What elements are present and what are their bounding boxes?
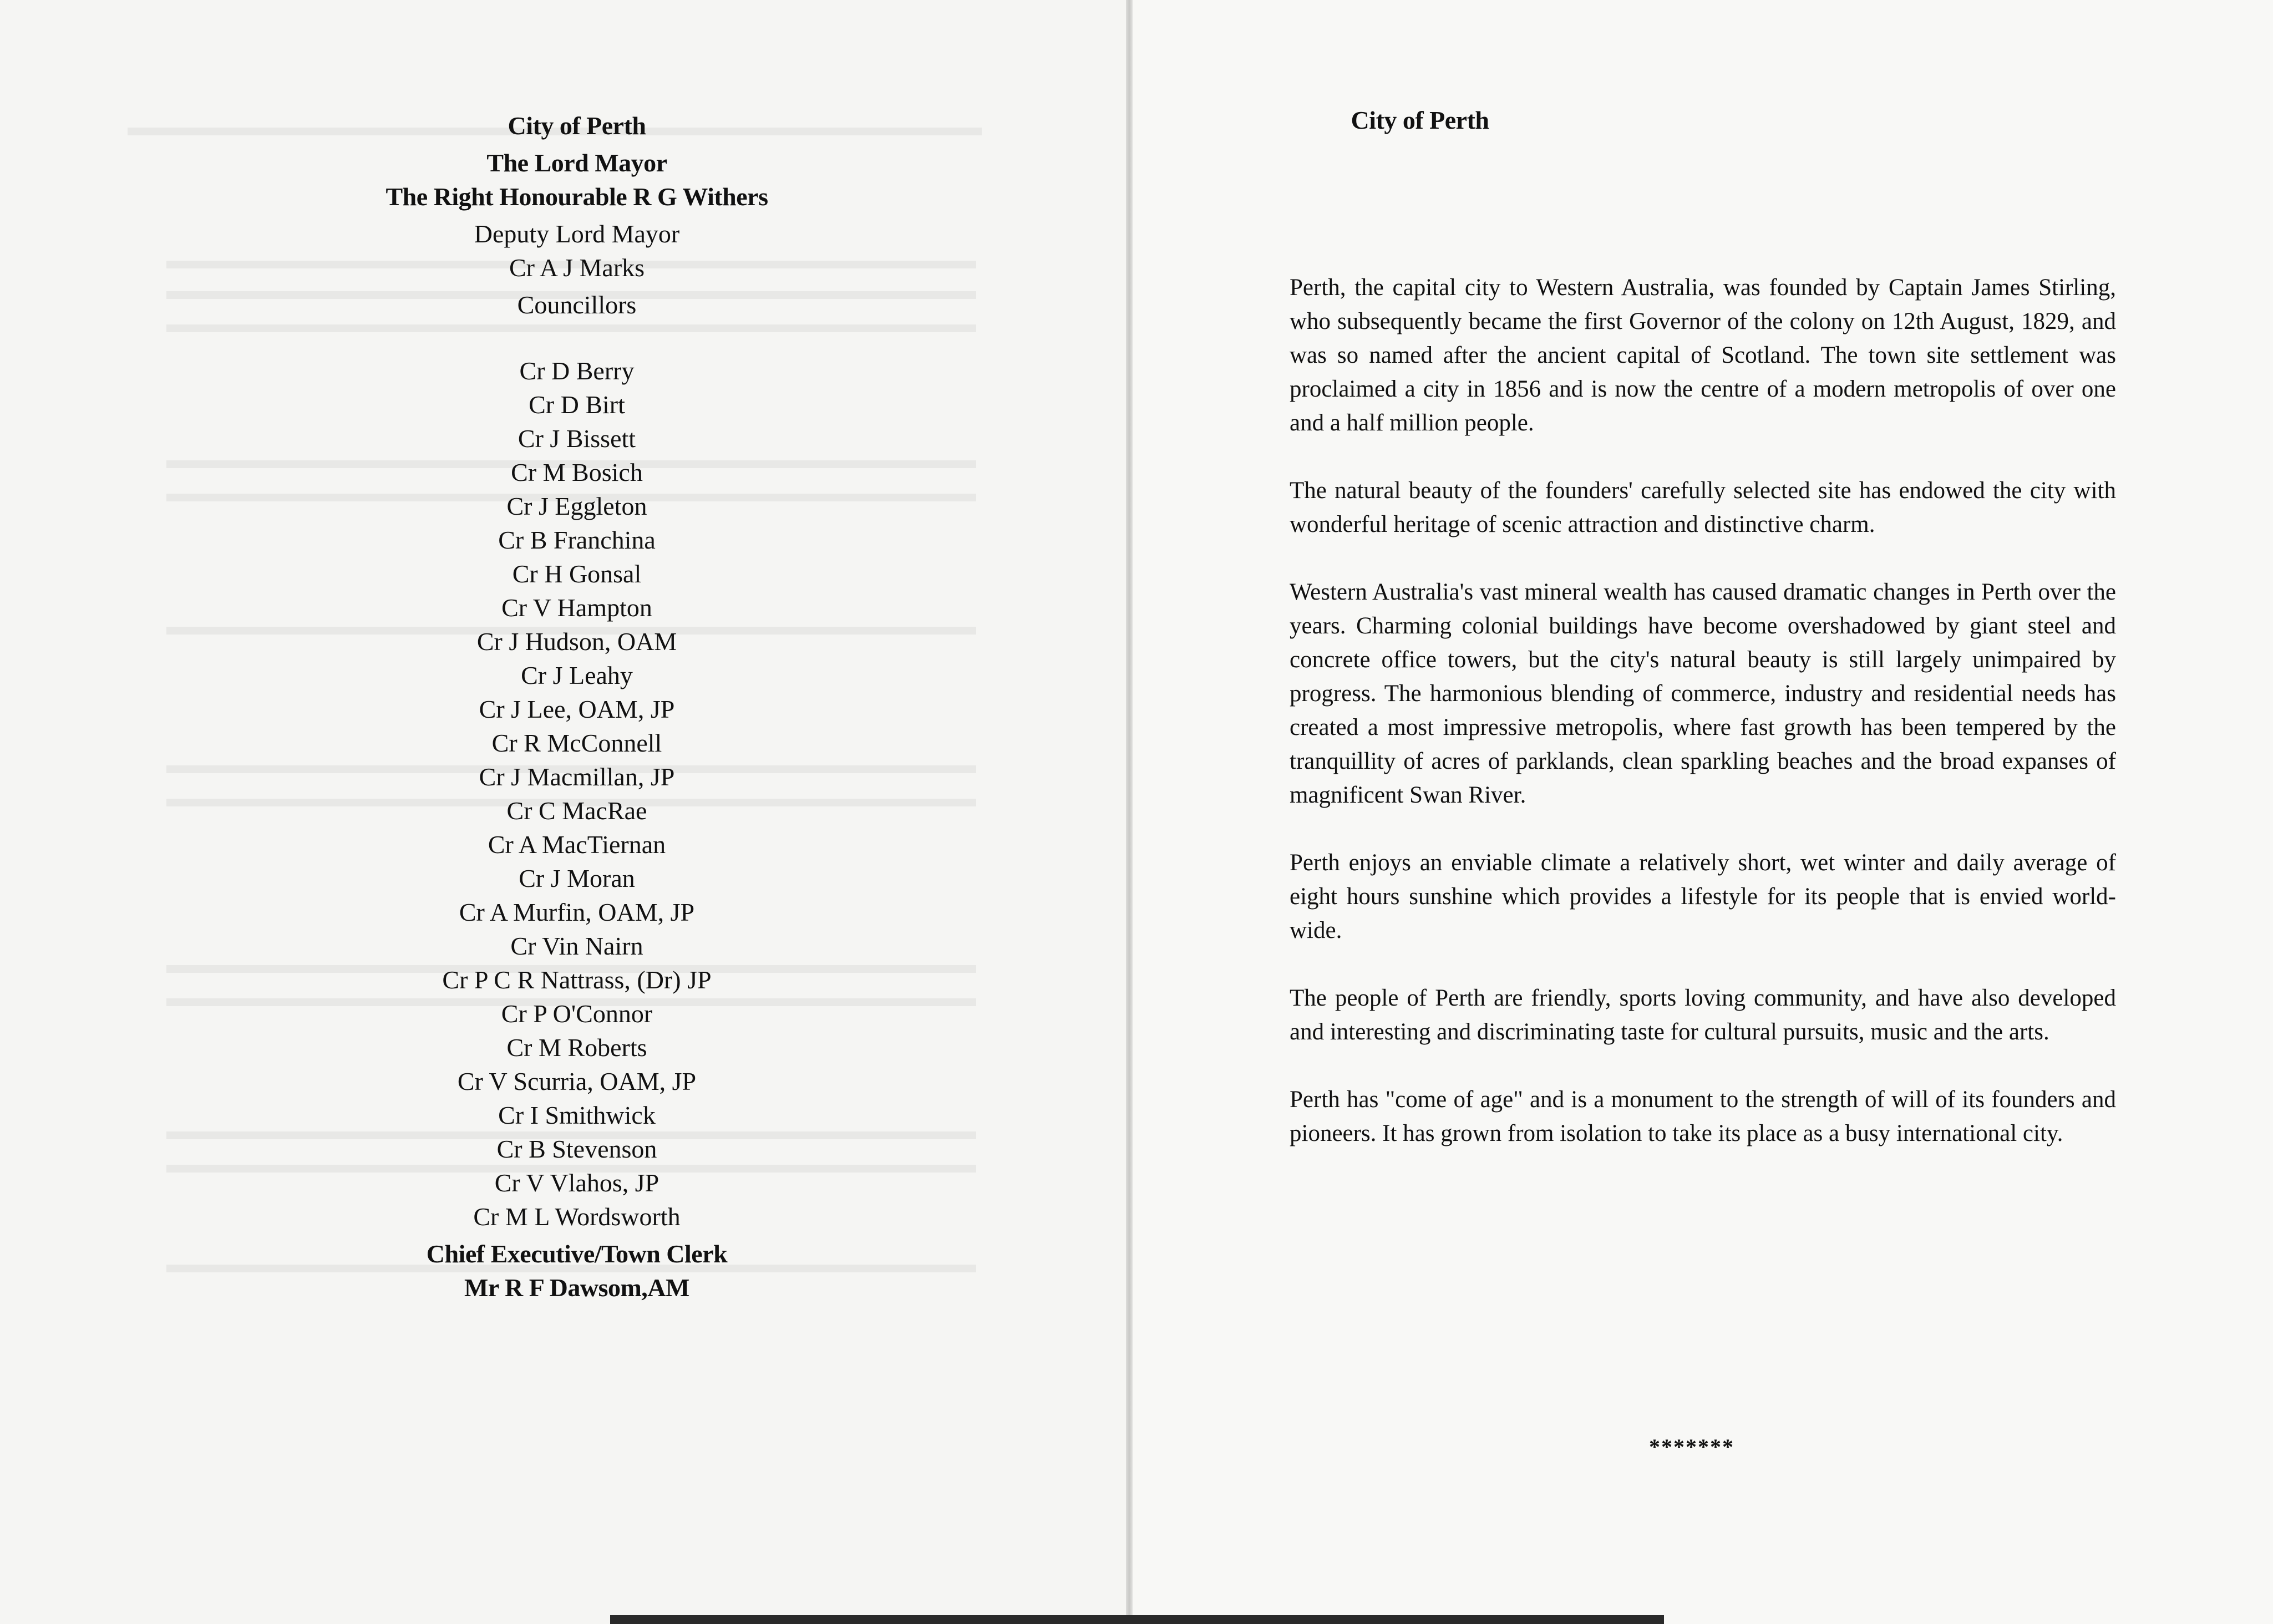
councillor-name: Cr J Hudson, OAM <box>476 627 677 656</box>
councillor-name: Cr A MacTiernan <box>488 830 666 859</box>
councillor-name: Cr J Lee, OAM, JP <box>479 695 675 723</box>
history-text <box>1290 271 2116 1184</box>
councillor-name: Cr B Stevenson <box>496 1135 657 1163</box>
councillor-name: Cr C MacRae <box>506 796 647 825</box>
councillor-name: Cr J Macmillan, JP <box>479 763 675 791</box>
councillor-name: Cr M L Wordsworth <box>473 1202 681 1231</box>
councillors-heading: Councillors <box>517 291 637 319</box>
councillor-name: Cr M Roberts <box>506 1033 647 1062</box>
paragraph: Perth enjoys an enviable climate a relatively short, wet winter and daily average of eight hours sunshine which provides a lifestyle for its people that is envied world-wide. <box>1290 850 2116 943</box>
ceo-name: Mr R F Dawsom,AM <box>464 1273 689 1302</box>
left-page <box>0 0 1126 1624</box>
paragraph: The people of Perth are friendly, sports loving community, and have also developed and interesting and discriminating taste for cultural pursuits, music and the arts. <box>1290 985 2116 1045</box>
councillor-name: Cr J Bissett <box>517 424 636 453</box>
page-gutter <box>1126 0 1133 1624</box>
ceo-title: Chief Executive/Town Clerk <box>426 1240 728 1268</box>
paragraph: Perth, the capital city to Western Australia, was founded by Captain James Stirling, who subsequently became the first Governor of the colony on 12th August, 1829, and was so named after the ancient capital of Scotland. The town site settlement was proclaimed a city in 1856 and is now the centre of a modern metropolis of over one and a half million people. <box>1290 275 2116 436</box>
councillor-name: Cr P C R Nattrass, (Dr) JP <box>442 966 712 994</box>
councillor-name: Cr V Hampton <box>501 593 652 622</box>
councillor-name: Cr R McConnell <box>491 729 662 757</box>
councillor-name: Cr J Leahy <box>521 661 633 689</box>
councillor-name: Cr A Murfin, OAM, JP <box>459 898 695 926</box>
right-heading: City of Perth <box>1351 106 1489 134</box>
paragraph: The natural beauty of the founders' carefully selected site has endowed the city with wonderful heritage of scenic attraction and distinctive charm. <box>1290 478 2116 537</box>
councillor-name: Cr Vin Nairn <box>510 932 643 960</box>
deputy-mayor-name: Cr A J Marks <box>509 253 645 282</box>
councillor-names <box>300 354 854 1234</box>
councillor-name: Cr I Smithwick <box>498 1101 656 1129</box>
lord-mayor-name: The Right Honourable R G Withers <box>385 182 768 211</box>
paragraph: Western Australia's vast mineral wealth has caused dramatic changes in Perth over the years. Charming colonial buildings have become overshadowed by giant steel and concrete office towers, but the city's natural beauty is still largely unimpaired by progress. The harmonious blending of commerce, industry and residential needs has created a most impressive metropolis, where fast growth has been tempered by the tranquillity of acres of parklands, clean sparkling beaches and the broad expanses of magnificent Swan River. <box>1290 579 2116 808</box>
end-marks: ******* <box>1649 1434 1734 1459</box>
councillor-name: Cr J Eggleton <box>506 492 647 520</box>
council-list <box>300 109 854 1305</box>
lord-mayor-title: The Lord Mayor <box>486 149 667 177</box>
councillor-name: Cr J Moran <box>519 864 635 892</box>
councillor-name: Cr V Vlahos, JP <box>494 1169 659 1197</box>
page-bottom-edge <box>610 1615 1664 1624</box>
paragraph: Perth has "come of age" and is a monument to the strength of will of its founders and pioneers. It has grown from isolation to take its place as a busy international city. <box>1290 1087 2116 1146</box>
councillor-name: Cr P O'Connor <box>501 999 653 1028</box>
councillor-name: Cr V Scurria, OAM, JP <box>457 1067 697 1095</box>
left-heading: City of Perth <box>508 111 646 140</box>
deputy-mayor-title: Deputy Lord Mayor <box>474 220 680 248</box>
councillor-name: Cr D Birt <box>529 390 625 419</box>
councillor-name: Cr M Bosich <box>511 458 643 486</box>
councillor-name: Cr B Franchina <box>498 526 656 554</box>
councillor-name: Cr D Berry <box>519 357 635 385</box>
councillor-name: Cr H Gonsal <box>512 560 642 588</box>
